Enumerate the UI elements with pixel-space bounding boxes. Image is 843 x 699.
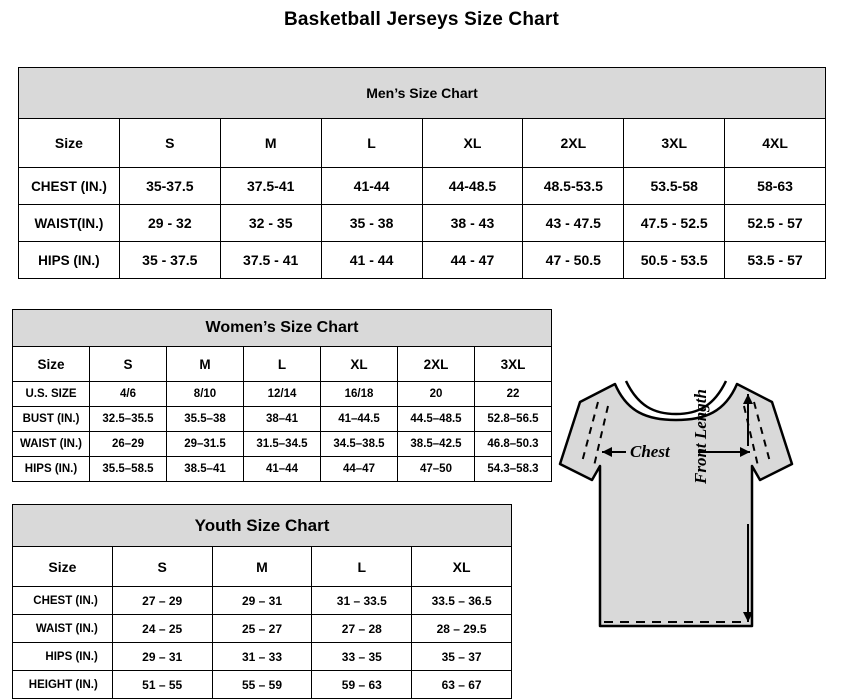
column-header: 3XL [475, 347, 552, 382]
table-cell: 29 – 31 [212, 587, 312, 615]
table-cell: 44-48.5 [422, 168, 523, 205]
table-cell: 37.5 - 41 [220, 242, 321, 279]
column-header: L [244, 347, 321, 382]
column-header: 2XL [398, 347, 475, 382]
table-cell: 41 - 44 [321, 242, 422, 279]
table-row [13, 615, 512, 643]
table-cell: 41–44 [244, 457, 321, 482]
jersey-measurement-diagram [520, 354, 840, 674]
table-cell: 38 - 43 [422, 205, 523, 242]
table-cell: 29–31.5 [167, 432, 244, 457]
table-cell: 34.5–38.5 [321, 432, 398, 457]
table-cell: 35.5–58.5 [90, 457, 167, 482]
row-label: WAIST (IN.) [13, 615, 113, 643]
row-label: U.S. SIZE [13, 382, 90, 407]
row-label: HIPS (IN.) [19, 242, 120, 279]
table-cell: 31 – 33 [212, 643, 312, 671]
table-caption-row [13, 310, 552, 347]
column-header: 3XL [624, 119, 725, 168]
table-cell: 52.8–56.5 [475, 407, 552, 432]
table-cell: 26–29 [90, 432, 167, 457]
table-cell: 44–47 [321, 457, 398, 482]
table-header-row [19, 119, 826, 168]
column-header: L [321, 119, 422, 168]
table-cell: 24 – 25 [112, 615, 212, 643]
table-cell: 35-37.5 [119, 168, 220, 205]
table-cell: 41-44 [321, 168, 422, 205]
column-header: 4XL [725, 119, 826, 168]
table-cell: 16/18 [321, 382, 398, 407]
table-cell: 33.5 – 36.5 [412, 587, 512, 615]
front-length-dimension-label: Front Length [691, 389, 710, 484]
column-header: XL [321, 347, 398, 382]
table-cell: 8/10 [167, 382, 244, 407]
column-header: S [112, 547, 212, 587]
column-header: M [220, 119, 321, 168]
table-row [13, 587, 512, 615]
table-cell: 44 - 47 [422, 242, 523, 279]
table-cell: 35 - 37.5 [119, 242, 220, 279]
table-caption: Youth Size Chart [13, 505, 512, 547]
table-header-row [13, 547, 512, 587]
row-label: HIPS (IN.) [13, 643, 113, 671]
table-cell: 38.5–41 [167, 457, 244, 482]
table-cell: 41–44.5 [321, 407, 398, 432]
table-cell: 20 [398, 382, 475, 407]
table-cell: 47–50 [398, 457, 475, 482]
row-label: WAIST (IN.) [13, 432, 90, 457]
table-cell: 35.5–38 [167, 407, 244, 432]
table-cell: 32 - 35 [220, 205, 321, 242]
table-caption-row [19, 68, 826, 119]
mens-table-body [19, 68, 826, 279]
table-caption: Women’s Size Chart [13, 310, 552, 347]
table-row [19, 205, 826, 242]
table-cell: 38.5–42.5 [398, 432, 475, 457]
mens-size-chart-table [18, 67, 826, 279]
column-header: S [119, 119, 220, 168]
row-label: WAIST(IN.) [19, 205, 120, 242]
table-cell: 22 [475, 382, 552, 407]
table-cell: 53.5 - 57 [725, 242, 826, 279]
table-cell: 31 – 33.5 [312, 587, 412, 615]
table-cell: 32.5–35.5 [90, 407, 167, 432]
table-cell: 38–41 [244, 407, 321, 432]
table-cell: 47 - 50.5 [523, 242, 624, 279]
womens-size-chart-table [12, 309, 552, 482]
table-cell: 35 - 38 [321, 205, 422, 242]
table-caption: Men’s Size Chart [19, 68, 826, 119]
column-header: S [90, 347, 167, 382]
row-label: HEIGHT (IN.) [13, 671, 113, 699]
row-label: CHEST (IN.) [13, 587, 113, 615]
table-cell: 31.5–34.5 [244, 432, 321, 457]
table-cell: 33 – 35 [312, 643, 412, 671]
youth-size-chart-table [12, 504, 512, 699]
column-header: L [312, 547, 412, 587]
table-cell: 37.5-41 [220, 168, 321, 205]
table-cell: 52.5 - 57 [725, 205, 826, 242]
column-header: 2XL [523, 119, 624, 168]
table-row [19, 242, 826, 279]
womens-table-body [13, 310, 552, 482]
table-row [13, 643, 512, 671]
table-cell: 29 - 32 [119, 205, 220, 242]
table-cell: 35 – 37 [412, 643, 512, 671]
collar-icon [626, 381, 726, 414]
table-cell: 63 – 67 [412, 671, 512, 699]
column-header: Size [13, 347, 90, 382]
column-header: M [167, 347, 244, 382]
table-cell: 12/14 [244, 382, 321, 407]
table-cell: 46.8–50.3 [475, 432, 552, 457]
row-label: HIPS (IN.) [13, 457, 90, 482]
table-cell: 4/6 [90, 382, 167, 407]
table-cell: 55 – 59 [212, 671, 312, 699]
column-header: Size [19, 119, 120, 168]
column-header: XL [412, 547, 512, 587]
column-header: XL [422, 119, 523, 168]
youth-table-body [13, 505, 512, 699]
column-header: Size [13, 547, 113, 587]
table-row [19, 168, 826, 205]
row-label: BUST (IN.) [13, 407, 90, 432]
table-cell: 50.5 - 53.5 [624, 242, 725, 279]
page-title: Basketball Jerseys Size Chart [283, 9, 560, 30]
table-row [13, 382, 552, 407]
table-cell: 47.5 - 52.5 [624, 205, 725, 242]
column-header: M [212, 547, 312, 587]
table-cell: 43 - 47.5 [523, 205, 624, 242]
table-cell: 27 – 29 [112, 587, 212, 615]
jersey-shape-icon [560, 384, 792, 626]
table-row [13, 671, 512, 699]
table-cell: 53.5-58 [624, 168, 725, 205]
row-label: CHEST (IN.) [19, 168, 120, 205]
table-cell: 27 – 28 [312, 615, 412, 643]
jersey-svg [520, 354, 840, 674]
table-cell: 44.5–48.5 [398, 407, 475, 432]
table-cell: 48.5-53.5 [523, 168, 624, 205]
table-cell: 25 – 27 [212, 615, 312, 643]
table-row [13, 457, 552, 482]
chest-dimension-label: Chest [630, 442, 670, 461]
table-header-row [13, 347, 552, 382]
table-row [13, 407, 552, 432]
table-cell: 54.3–58.3 [475, 457, 552, 482]
table-caption-row [13, 505, 512, 547]
table-cell: 58-63 [725, 168, 826, 205]
table-cell: 28 – 29.5 [412, 615, 512, 643]
table-cell: 59 – 63 [312, 671, 412, 699]
table-row [13, 432, 552, 457]
table-cell: 29 – 31 [112, 643, 212, 671]
table-cell: 51 – 55 [112, 671, 212, 699]
